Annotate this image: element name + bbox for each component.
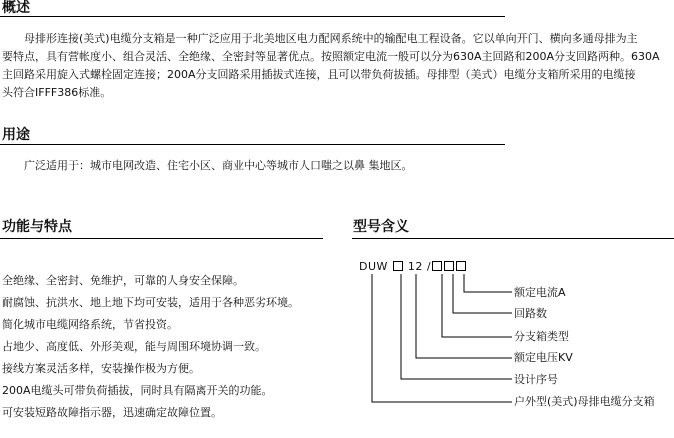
model-label-voltage: 额定电压KV: [514, 351, 573, 364]
feature-item: 简化城市电缆网络系统，节省投资。: [2, 318, 178, 331]
feature-item: 占地少、高度低、外形美观，能与周围环境协调一致。: [2, 340, 266, 353]
model-slash: /: [426, 260, 432, 273]
usage-text: 广泛适用于：城市电网改造、住宅小区、商业中心等城市人口嗤之以鼻 集地区。: [24, 159, 413, 172]
overview-line-1: 母排形连接(美式)电缆分支箱是一种广泛应用于北美地区电力配网系统中的输配电工程设备。它以单向开门、横向多通母排为主: [24, 32, 638, 45]
leader-line-circuits: [453, 274, 512, 313]
overview-line-2: 要特点，具有营帐度小、组合灵活、全绝缘、全密封等显著优点。按照额定电流一般可以分为630A主回路和200A分支回路两种。630A: [2, 50, 660, 63]
overview-line-3: 主回路采用旋入式螺栓固定连接；200A分支回路采用插拔式连接，且可以带负荷拔插。母排型（美式）电缆分支箱所采用的电缆接: [2, 68, 636, 81]
overview-heading: 概述: [2, 0, 30, 16]
feature-item: 耐腐蚀、抗洪水、地上地下均可安装，适用于各种恶劣环境。: [2, 296, 299, 309]
model-voltage: 12: [407, 260, 423, 273]
model-label-product: 户外型(美式)母排电缆分支箱: [514, 395, 655, 408]
feature-item: 接线方案灵活多样，安装操作极为方便。: [2, 362, 200, 375]
features-heading: 功能与特点: [2, 219, 72, 235]
model-label-design: 设计序号: [514, 373, 558, 386]
overview-line-4: 头符合IFFF386标准。: [2, 86, 112, 99]
leader-line-design: [401, 274, 512, 379]
leader-line-current: [464, 274, 512, 292]
usage-heading: 用途: [2, 127, 30, 143]
model-label-circuits: 回路数: [514, 307, 547, 320]
model-label-type: 分支箱类型: [514, 330, 569, 343]
feature-item: 可安装短路故障指示器，迅速确定故障位置。: [2, 406, 222, 419]
feature-item: 全绝缘、全密封、免维护，可靠的人身安全保障。: [2, 274, 244, 287]
model-heading: 型号含义: [353, 219, 409, 235]
feature-item: 200A电缆头可带负荷插拔，同时具有隔离开关的功能。: [2, 384, 273, 397]
model-prefix: DUW: [359, 260, 388, 273]
model-label-current: 额定电流A: [514, 286, 566, 299]
